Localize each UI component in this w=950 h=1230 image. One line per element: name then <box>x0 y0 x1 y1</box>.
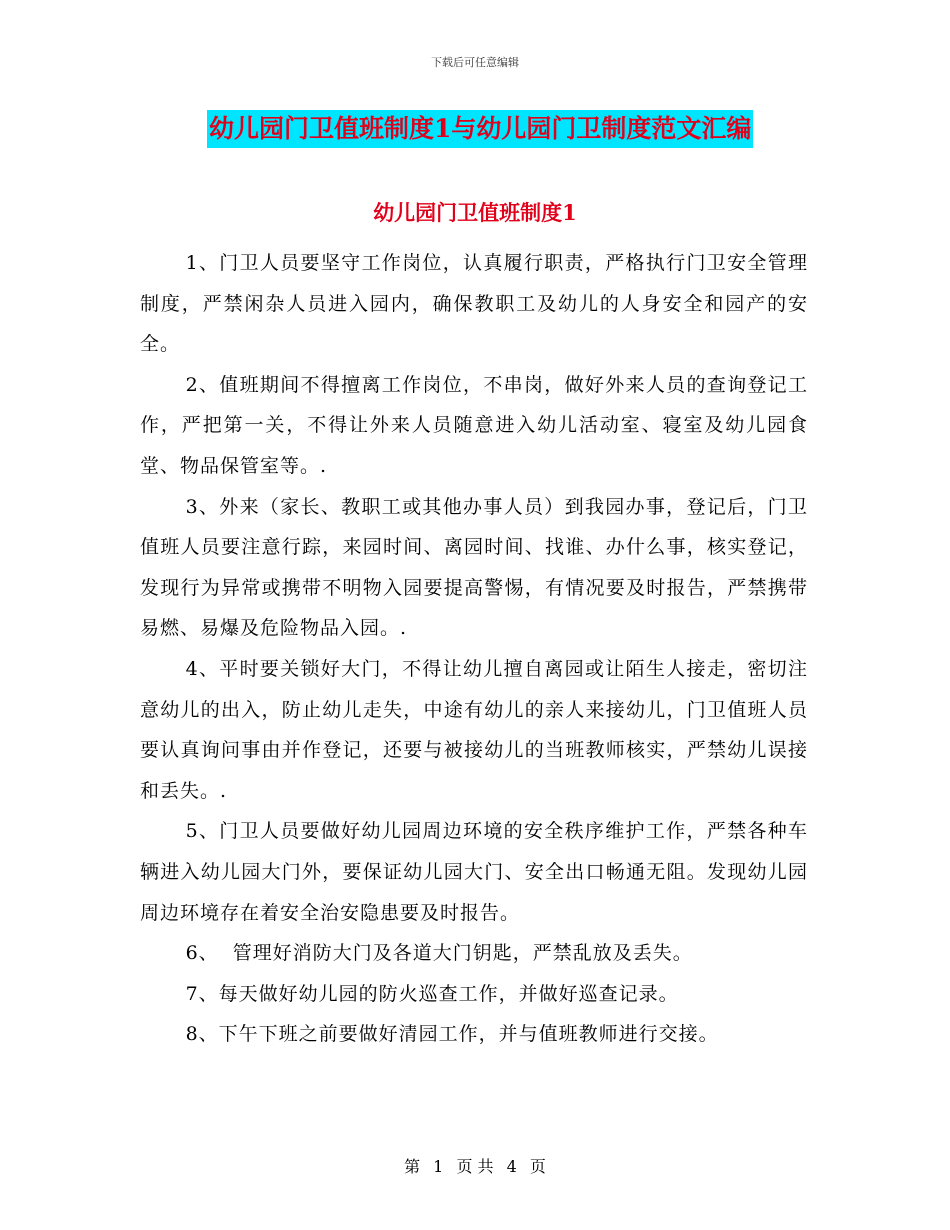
footer-total-pages: 4 <box>506 1157 517 1176</box>
document-title: 幼儿园门卫值班制度1与幼儿园门卫制度范文汇编 <box>207 110 753 148</box>
document-body <box>140 243 808 1055</box>
footer-middle: 页 共 <box>456 1157 494 1176</box>
paragraph-3: 3、外来（家长、教职工或其他办事人员）到我园办事，登记后，门卫值班人员要注意行踪，来园时间、离园时间、找谁、办什么事，核实登记，发现行为异常或携带不明物入园要提高警惕，有情况要及时报告，严禁携带易燃、易爆及危险物品入园。. <box>140 495 808 640</box>
paragraph-5: 5、门卫人员要做好幼儿园周边环境的安全秩序维护工作，严禁各种车辆进入幼儿园大门外，要保证幼儿园大门、安全出口畅通无阻。发现幼儿园周边环境存在着安全治安隐患要及时报告。 <box>140 820 808 924</box>
paragraph-1: 1、门卫人员要坚守工作岗位，认真履行职责，严格执行门卫安全管理制度，严禁闲杂人员进入园内，确保教职工及幼儿的人身安全和园产的安全。 <box>140 252 808 356</box>
section-title: 幼儿园门卫值班制度1 <box>373 200 577 225</box>
page-footer <box>0 1154 950 1177</box>
paragraph-4: 4、平时要关锁好大门，不得让幼儿擅自离园或让陌生人接走，密切注意幼儿的出入，防止幼儿走失，中途有幼儿的亲人来接幼儿，门卫值班人员要认真询问事由并作登记，还要与被接幼儿的当班教师核实，严禁幼儿误接和丢失。. <box>140 657 808 802</box>
footer-prefix: 第 <box>404 1157 421 1176</box>
paragraph-6: 6、 管理好消防大门及各道大门钥匙，严禁乱放及丢失。 <box>185 942 693 965</box>
footer-page-number: 1 <box>433 1157 444 1176</box>
paragraph-8: 8、下午下班之前要做好清园工作，并与值班教师进行交接。 <box>185 1023 719 1046</box>
header-note: 下载后可任意编辑 <box>431 56 519 69</box>
paragraph-7: 7、每天做好幼儿园的防火巡查工作，并做好巡查记录。 <box>185 982 679 1005</box>
paragraph-2: 2、值班期间不得擅离工作岗位，不串岗，做好外来人员的查询登记工作，严把第一关，不得让外来人员随意进入幼儿活动室、寝室及幼儿园食堂、物品保管室等。. <box>140 373 808 477</box>
footer-suffix: 页 <box>529 1157 546 1176</box>
